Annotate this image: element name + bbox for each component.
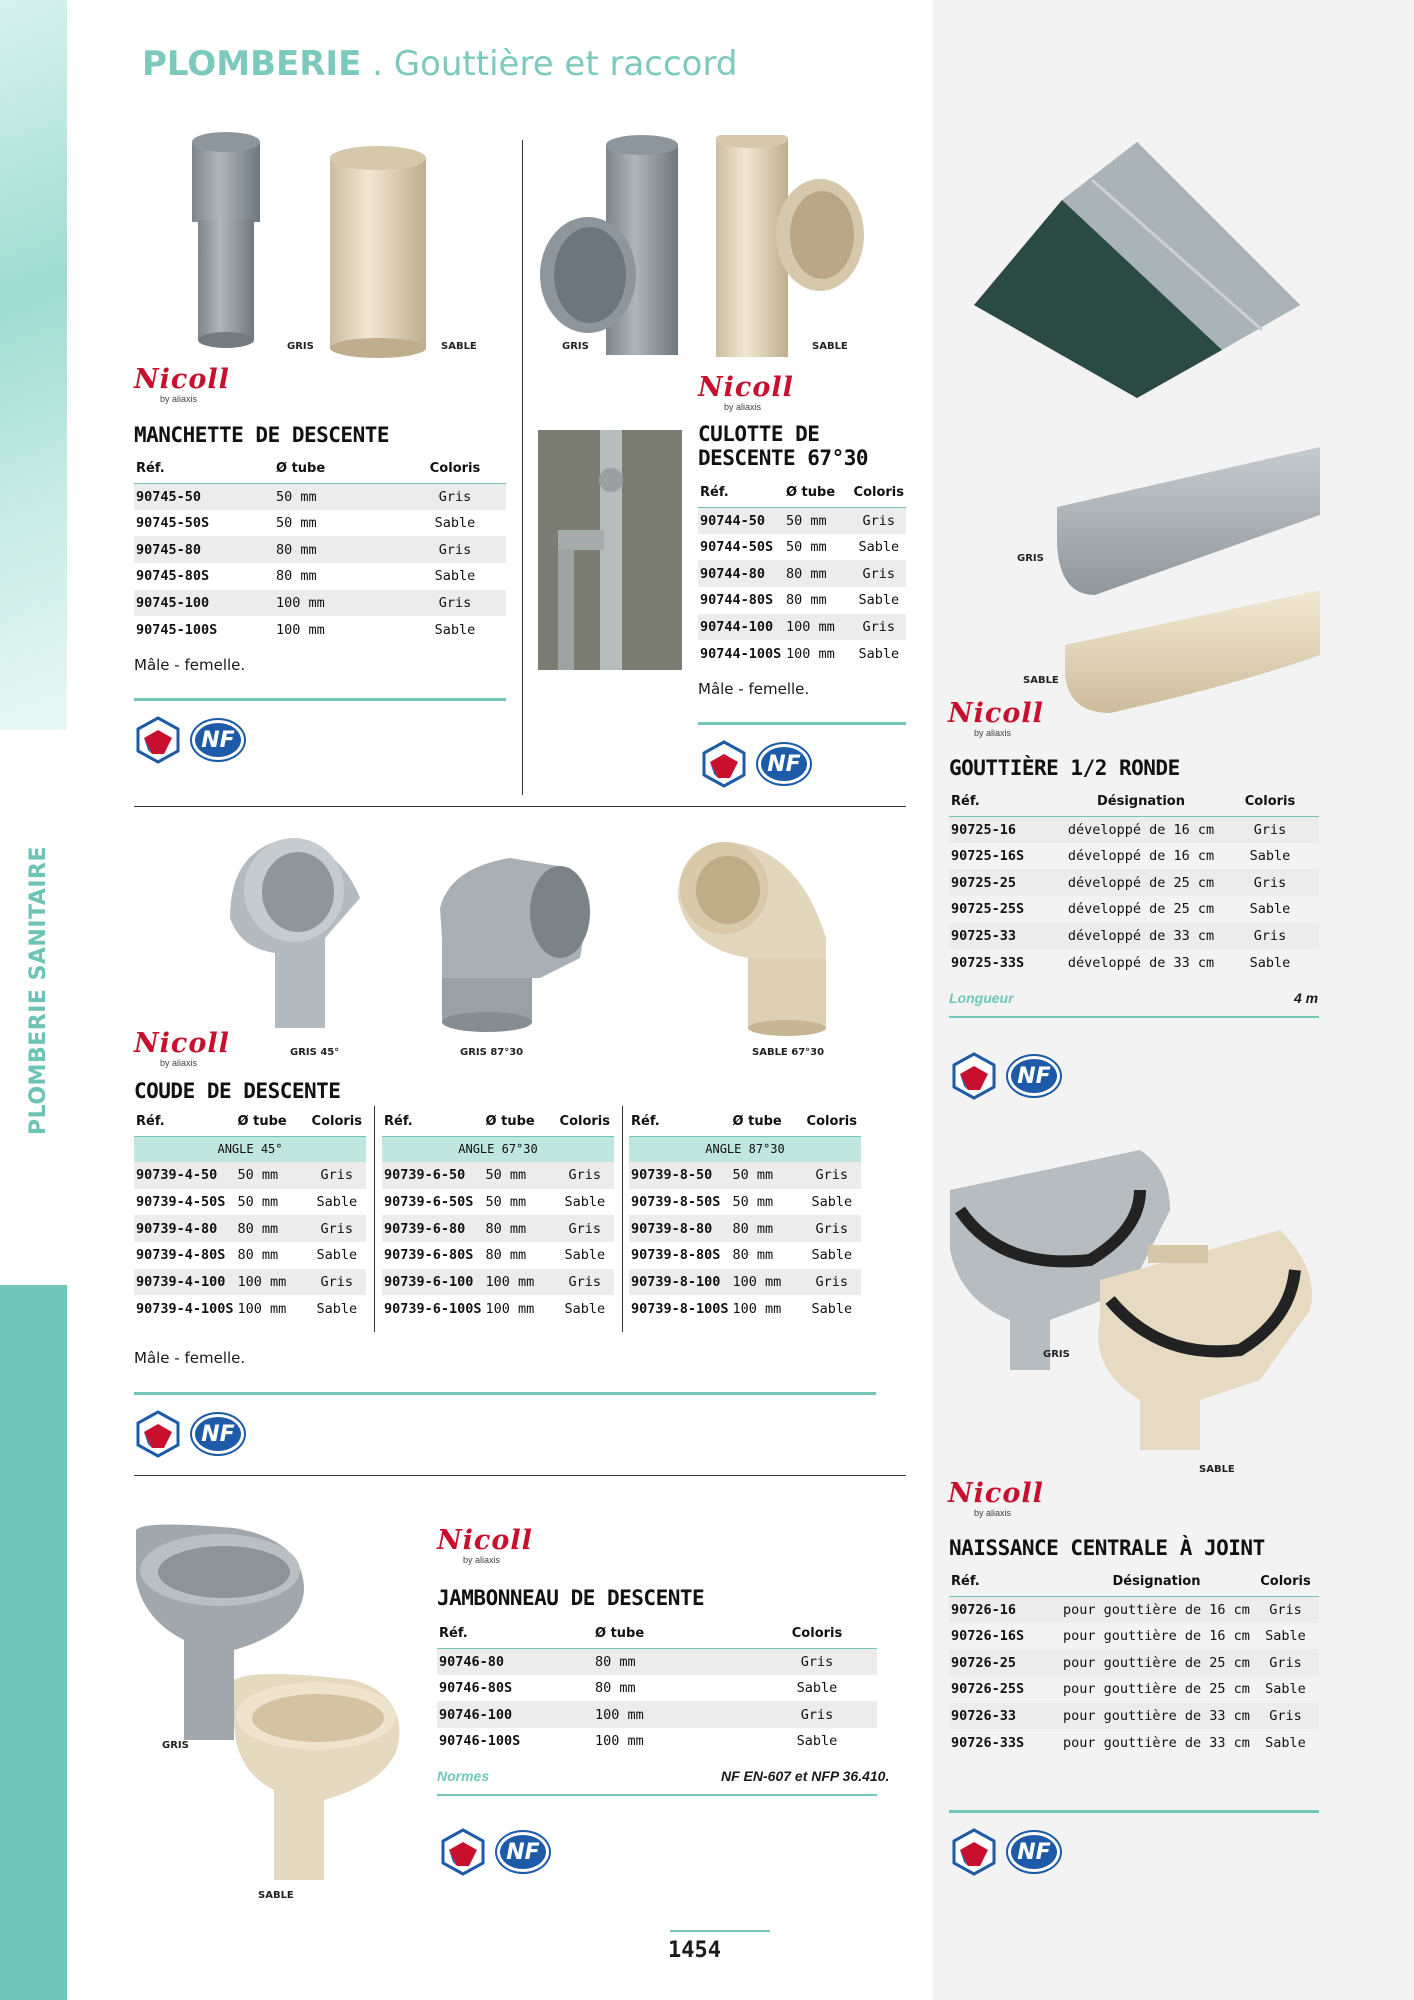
culotte-badges bbox=[700, 738, 820, 790]
nicoll-logo-jambonneau: Nicoll by aliaxis bbox=[437, 1525, 533, 1565]
color-cell: Gris bbox=[1221, 869, 1319, 896]
color-cell: Gris bbox=[852, 614, 906, 641]
naissance-table: Réf. Désignation Coloris 90726-16 pour gouttière de 16 cm Gris 90726-16S pour gouttière de 16 cm Sable 90726-25 pour gouttière de 25 cm Gris 90726-25S pour gouttière de 25 cm Sable 90726-33 pour gouttière de 33 cm Gris 90726-33S pour gouttière de 33 cm Sable bbox=[949, 1568, 1319, 1756]
table-row bbox=[382, 1242, 614, 1269]
color-cell: Sable bbox=[1265, 1734, 1306, 1751]
manchette-badges bbox=[134, 714, 254, 766]
table-row bbox=[134, 563, 506, 590]
table-row bbox=[437, 1701, 877, 1728]
color-cell: Sable bbox=[316, 1194, 358, 1211]
angle-label: ANGLE 67°30 bbox=[382, 1136, 614, 1162]
color-cell: Sable bbox=[316, 1300, 358, 1317]
origine-france-icon bbox=[134, 1410, 182, 1458]
coude-table-67: Réf. Ø tube Coloris ANGLE 67°30 90739-6-50 50 mm Gris 90739-6-50S 50 mm Sable 90739-6-80 80 mm Gris 90739-6-80S 80 mm Sable 90739-6-100 100 mm Gris 90739-6-100S 100 mm Sable bbox=[382, 1108, 614, 1322]
ref-cell: 90725-25S bbox=[951, 901, 1025, 918]
jambonneau-norms-label: Normes bbox=[437, 1768, 490, 1784]
table-row bbox=[134, 1242, 366, 1269]
color-cell: Sable bbox=[434, 515, 476, 532]
table-row bbox=[698, 560, 906, 587]
divider-coude-1 bbox=[374, 1106, 375, 1332]
color-cell: Gris bbox=[404, 590, 506, 617]
label-sable-jambonneau: SABLE bbox=[258, 1890, 294, 1901]
table-row bbox=[629, 1215, 861, 1242]
page-number: 1454 bbox=[668, 1938, 721, 1963]
ref-cell: 90739-6-100 bbox=[382, 1269, 484, 1296]
value-cell: 100 mm bbox=[485, 1300, 535, 1317]
ref-cell: 90725-25 bbox=[949, 869, 1061, 896]
ref-cell: 90744-50 bbox=[698, 507, 784, 534]
value-cell: 50 mm bbox=[731, 1162, 803, 1189]
value-cell: pour gouttière de 16 cm bbox=[1063, 1628, 1250, 1645]
nf-icon: NF bbox=[1008, 1056, 1060, 1096]
ref-cell: 90744-100S bbox=[700, 645, 782, 662]
table-row bbox=[949, 949, 1319, 976]
coude-table-87: Réf. Ø tube Coloris ANGLE 87°30 90739-8-50 50 mm Gris 90739-8-50S 50 mm Sable 90739-8-80 80 mm Gris 90739-8-80S 80 mm Sable 90739-8-100 100 mm Gris 90739-8-100S 100 mm Sable bbox=[629, 1108, 861, 1322]
ref-cell: 90739-6-80 bbox=[382, 1215, 484, 1242]
table-row bbox=[382, 1269, 614, 1296]
nicoll-logo-naissance: Nicoll by aliaxis bbox=[948, 1478, 1044, 1518]
nicoll-logo-culotte: Nicoll by aliaxis bbox=[698, 372, 794, 412]
angle-label: ANGLE 87°30 bbox=[629, 1136, 861, 1162]
color-cell: Sable bbox=[1249, 848, 1291, 865]
ref-cell: 90745-100 bbox=[134, 590, 274, 617]
ref-cell: 90746-80 bbox=[437, 1648, 593, 1675]
color-cell: Gris bbox=[1252, 1703, 1319, 1730]
gouttiere-length-label: Longueur bbox=[949, 990, 1014, 1006]
color-cell: Sable bbox=[1265, 1681, 1306, 1698]
ref-cell: 90726-33S bbox=[951, 1734, 1025, 1751]
table-row bbox=[949, 1596, 1319, 1623]
value-cell: 80 mm bbox=[595, 1680, 636, 1697]
table-row bbox=[949, 869, 1319, 896]
coude-sable-image bbox=[668, 838, 838, 1038]
value-cell: 50 mm bbox=[236, 1162, 308, 1189]
side-band-gradient bbox=[0, 0, 67, 730]
color-cell: Gris bbox=[803, 1162, 861, 1189]
nf-icon: NF bbox=[192, 1414, 244, 1454]
value-cell: pour gouttière de 33 cm bbox=[1063, 1734, 1250, 1751]
label-gris-naissance: GRIS bbox=[1043, 1349, 1070, 1360]
ref-cell: 90739-4-80S bbox=[136, 1247, 226, 1264]
ref-cell: 90745-100S bbox=[136, 621, 218, 638]
ref-cell: 90739-4-100 bbox=[134, 1269, 236, 1296]
culotte-installation-photo bbox=[538, 430, 682, 670]
jambonneau-image bbox=[134, 1520, 434, 1890]
ref-cell: 90746-80S bbox=[439, 1680, 513, 1697]
naissance-underline bbox=[949, 1810, 1319, 1813]
naissance-badges bbox=[950, 1826, 1070, 1878]
ref-cell: 90725-16S bbox=[951, 848, 1025, 865]
value-cell: 80 mm bbox=[485, 1247, 527, 1264]
nicoll-logo-gouttiere: Nicoll by aliaxis bbox=[948, 698, 1044, 738]
table-row bbox=[134, 616, 506, 643]
origine-france-icon bbox=[950, 1052, 998, 1100]
color-cell: Sable bbox=[564, 1194, 606, 1211]
value-cell: 100 mm bbox=[276, 621, 325, 638]
value-cell: 80 mm bbox=[274, 536, 404, 563]
ref-cell: 90739-8-80S bbox=[631, 1247, 721, 1264]
angle-row bbox=[382, 1136, 614, 1162]
ref-cell: 90745-80S bbox=[136, 568, 210, 585]
color-cell: Sable bbox=[1265, 1628, 1306, 1645]
ref-cell: 90739-6-80S bbox=[384, 1247, 474, 1264]
culotte-note: Mâle - femelle. bbox=[698, 680, 810, 698]
table-row bbox=[698, 640, 906, 667]
nicoll-logo-coude: Nicoll by aliaxis bbox=[134, 1028, 230, 1068]
table-row bbox=[698, 507, 906, 534]
coude-table-45: Réf. Ø tube Coloris ANGLE 45° 90739-4-50 50 mm Gris 90739-4-50S 50 mm Sable 90739-4-80 80 mm Gris 90739-4-80S 80 mm Sable 90739-4-100 100 mm Gris 90739-4-100S 100 mm Sable bbox=[134, 1108, 366, 1322]
gouttiere-table: Réf. Désignation Coloris 90725-16 développé de 16 cm Gris 90725-16S développé de 16 cm Sable 90725-25 développé de 25 cm Gris 90725-25S développé de 25 cm Sable 90725-33 développé de 33 cm Gris 90725-33S développé de 33 cm Sable bbox=[949, 788, 1319, 976]
table-row bbox=[949, 1649, 1319, 1676]
color-cell: Gris bbox=[404, 536, 506, 563]
color-cell: Sable bbox=[858, 645, 900, 662]
color-cell: Sable bbox=[1249, 954, 1291, 971]
table-row bbox=[698, 587, 906, 614]
nf-icon: NF bbox=[192, 720, 244, 760]
color-cell: Gris bbox=[1252, 1649, 1319, 1676]
culotte-title-line2: DESCENTE 67°30 bbox=[698, 446, 869, 470]
value-cell: 80 mm bbox=[785, 592, 827, 609]
value-cell: 100 mm bbox=[731, 1269, 803, 1296]
table-row bbox=[949, 1676, 1319, 1703]
value-cell: 80 mm bbox=[236, 1215, 308, 1242]
table-row bbox=[949, 816, 1319, 843]
manchette-note: Mâle - femelle. bbox=[134, 656, 246, 674]
color-cell: Gris bbox=[1221, 816, 1319, 843]
table-row bbox=[437, 1648, 877, 1675]
ref-cell: 90739-4-50 bbox=[134, 1162, 236, 1189]
value-cell: pour gouttière de 33 cm bbox=[1061, 1703, 1252, 1730]
table-row bbox=[949, 1703, 1319, 1730]
origine-france-icon bbox=[700, 740, 748, 788]
ref-cell: 90739-6-50S bbox=[384, 1194, 474, 1211]
label-sable: SABLE bbox=[441, 341, 477, 352]
gouttiere-image bbox=[1055, 445, 1325, 715]
value-cell: 50 mm bbox=[732, 1194, 774, 1211]
origine-france-icon bbox=[134, 716, 182, 764]
value-cell: développé de 16 cm bbox=[1067, 848, 1215, 865]
color-cell: Sable bbox=[1249, 901, 1291, 918]
color-cell: Gris bbox=[556, 1269, 614, 1296]
table-row bbox=[629, 1162, 861, 1189]
color-cell: Sable bbox=[796, 1733, 838, 1750]
table-row bbox=[382, 1189, 614, 1216]
table-row bbox=[698, 614, 906, 641]
label-sable-naissance: SABLE bbox=[1199, 1464, 1235, 1475]
color-cell: Gris bbox=[803, 1215, 861, 1242]
color-cell: Sable bbox=[858, 539, 900, 556]
color-cell: Sable bbox=[564, 1300, 606, 1317]
color-cell: Sable bbox=[858, 592, 900, 609]
ref-cell: 90725-33S bbox=[951, 954, 1025, 971]
jambonneau-title: JAMBONNEAU DE DESCENTE bbox=[437, 1586, 705, 1610]
color-cell: Gris bbox=[803, 1269, 861, 1296]
divider-coude-2 bbox=[622, 1106, 623, 1332]
value-cell: 80 mm bbox=[732, 1247, 774, 1264]
origine-france-icon bbox=[950, 1828, 998, 1876]
label-gris87: GRIS 87°30 bbox=[460, 1047, 524, 1058]
color-cell: Sable bbox=[434, 621, 476, 638]
value-cell: 100 mm bbox=[732, 1300, 782, 1317]
ref-cell: 90725-16 bbox=[949, 816, 1061, 843]
table-row bbox=[382, 1215, 614, 1242]
ref-cell: 90744-80 bbox=[698, 560, 784, 587]
side-band-teal bbox=[0, 1285, 67, 2000]
culotte-table: Réf. Ø tube Coloris 90744-50 50 mm Gris 90744-50S 50 mm Sable 90744-80 80 mm Gris 90744-80S 80 mm Sable 90744-100 100 mm Gris 90744-100S 100 mm Sable bbox=[698, 479, 906, 667]
coude-title: COUDE DE DESCENTE bbox=[134, 1079, 341, 1103]
value-cell: 100 mm bbox=[484, 1269, 556, 1296]
label-sable67: SABLE 67°30 bbox=[752, 1047, 825, 1058]
table-row bbox=[437, 1728, 877, 1755]
angle-label: ANGLE 45° bbox=[134, 1136, 366, 1162]
coude-underline bbox=[134, 1392, 876, 1395]
color-cell: Gris bbox=[1252, 1596, 1319, 1623]
label-gris: GRIS bbox=[287, 341, 314, 352]
label-gris-gouttiere: GRIS bbox=[1017, 553, 1044, 564]
value-cell: développé de 33 cm bbox=[1061, 923, 1221, 950]
value-cell: 50 mm bbox=[274, 483, 404, 510]
ref-cell: 90739-8-100S bbox=[631, 1300, 729, 1317]
table-row bbox=[134, 536, 506, 563]
table-row bbox=[949, 843, 1319, 870]
divider-horizontal-1 bbox=[134, 806, 906, 807]
value-cell: 50 mm bbox=[485, 1194, 527, 1211]
color-cell: Gris bbox=[556, 1215, 614, 1242]
page-title: PLOMBERIE . Gouttière et raccord bbox=[142, 44, 738, 84]
ref-cell: 90739-8-80 bbox=[629, 1215, 731, 1242]
table-row bbox=[437, 1675, 877, 1702]
table-row bbox=[134, 1295, 366, 1322]
table-row bbox=[949, 1729, 1319, 1756]
ref-cell: 90739-4-50S bbox=[136, 1194, 226, 1211]
manchette-title: MANCHETTE DE DESCENTE bbox=[134, 423, 390, 447]
ref-cell: 90745-50S bbox=[136, 515, 210, 532]
table-row bbox=[134, 590, 506, 617]
value-cell: 100 mm bbox=[593, 1701, 757, 1728]
nicoll-logo: Nicoll by aliaxis bbox=[134, 364, 230, 404]
ref-cell: 90744-50S bbox=[700, 539, 774, 556]
table-row bbox=[629, 1269, 861, 1296]
culotte-title-line1: CULOTTE DE bbox=[698, 422, 820, 446]
label-sable-culotte: SABLE bbox=[812, 341, 848, 352]
value-cell: 50 mm bbox=[784, 507, 852, 534]
ref-cell: 90726-16 bbox=[949, 1596, 1061, 1623]
manchette-image bbox=[180, 130, 500, 360]
ref-cell: 90739-8-100 bbox=[629, 1269, 731, 1296]
color-cell: Gris bbox=[556, 1162, 614, 1189]
divider-horizontal-2 bbox=[134, 1475, 906, 1476]
ref-cell: 90739-8-50 bbox=[629, 1162, 731, 1189]
table-row bbox=[134, 1215, 366, 1242]
building-photo bbox=[972, 140, 1302, 400]
manchette-table: Réf. Ø tube Coloris 90745-50 50 mm Gris 90745-50S 50 mm Sable 90745-80 80 mm Gris 90745-80S 80 mm Sable 90745-100 100 mm Gris 90745-100S 100 mm Sable bbox=[134, 455, 506, 643]
label-gris-culotte: GRIS bbox=[562, 341, 589, 352]
ref-cell: 90739-4-80 bbox=[134, 1215, 236, 1242]
angle-row bbox=[134, 1136, 366, 1162]
jambonneau-norms-value: NF EN-607 et NFP 36.410. bbox=[721, 1768, 890, 1784]
gouttiere-length-value: 4 m bbox=[1294, 990, 1319, 1006]
jambonneau-table: Réf. Ø tube Coloris 90746-80 80 mm Gris 90746-80S 80 mm Sable 90746-100 100 mm Gris 90746-100S 100 mm Sable bbox=[437, 1620, 877, 1755]
value-cell: 80 mm bbox=[593, 1648, 757, 1675]
manchette-underline bbox=[134, 698, 506, 701]
value-cell: 80 mm bbox=[237, 1247, 279, 1264]
jambonneau-badges bbox=[439, 1826, 559, 1878]
value-cell: 100 mm bbox=[236, 1269, 308, 1296]
color-cell: Gris bbox=[852, 560, 906, 587]
value-cell: 100 mm bbox=[784, 614, 852, 641]
table-row bbox=[382, 1162, 614, 1189]
value-cell: pour gouttière de 25 cm bbox=[1063, 1681, 1250, 1698]
table-row bbox=[134, 1189, 366, 1216]
ref-cell: 90745-50 bbox=[134, 483, 274, 510]
culotte-underline bbox=[698, 722, 906, 725]
ref-cell: 90726-25S bbox=[951, 1681, 1025, 1698]
jambonneau-underline bbox=[437, 1794, 877, 1796]
label-sable-gouttiere: SABLE bbox=[1023, 675, 1059, 686]
color-cell: Gris bbox=[757, 1648, 877, 1675]
table-row bbox=[629, 1242, 861, 1269]
value-cell: développé de 25 cm bbox=[1061, 869, 1221, 896]
value-cell: 80 mm bbox=[276, 568, 317, 585]
gouttiere-title: GOUTTIÈRE 1/2 RONDE bbox=[949, 756, 1180, 780]
label-gris-jambonneau: GRIS bbox=[162, 1740, 189, 1751]
color-cell: Gris bbox=[308, 1269, 366, 1296]
color-cell: Sable bbox=[564, 1247, 606, 1264]
gouttiere-badges bbox=[950, 1050, 1070, 1102]
ref-cell: 90726-16S bbox=[951, 1628, 1025, 1645]
table-row bbox=[949, 923, 1319, 950]
value-cell: 100 mm bbox=[595, 1733, 644, 1750]
color-cell: Gris bbox=[852, 507, 906, 534]
color-cell: Sable bbox=[811, 1247, 853, 1264]
ref-cell: 90739-6-100S bbox=[384, 1300, 482, 1317]
value-cell: 100 mm bbox=[785, 645, 835, 662]
color-cell: Sable bbox=[811, 1194, 853, 1211]
value-cell: 50 mm bbox=[785, 539, 827, 556]
ref-cell: 90739-4-100S bbox=[136, 1300, 234, 1317]
nf-icon: NF bbox=[1008, 1832, 1060, 1872]
table-row bbox=[382, 1295, 614, 1322]
color-cell: Gris bbox=[757, 1701, 877, 1728]
naissance-image bbox=[940, 1130, 1325, 1460]
ref-cell: 90744-100 bbox=[698, 614, 784, 641]
label-gris45: GRIS 45° bbox=[290, 1047, 340, 1058]
color-cell: Gris bbox=[1221, 923, 1319, 950]
origine-france-icon bbox=[439, 1828, 487, 1876]
page-number-rule bbox=[670, 1930, 770, 1932]
ref-cell: 90746-100 bbox=[437, 1701, 593, 1728]
table-row bbox=[949, 896, 1319, 923]
ref-cell: 90746-100S bbox=[439, 1733, 521, 1750]
color-cell: Gris bbox=[404, 483, 506, 510]
culotte-image bbox=[538, 135, 878, 365]
value-cell: 80 mm bbox=[784, 560, 852, 587]
value-cell: développé de 16 cm bbox=[1061, 816, 1221, 843]
side-category-label: PLOMBERIE SANITAIRE bbox=[26, 845, 51, 1135]
value-cell: pour gouttière de 25 cm bbox=[1061, 1649, 1252, 1676]
value-cell: 100 mm bbox=[274, 590, 404, 617]
table-row bbox=[698, 534, 906, 561]
ref-cell: 90739-8-50S bbox=[631, 1194, 721, 1211]
table-row bbox=[949, 1623, 1319, 1650]
table-row bbox=[134, 1269, 366, 1296]
value-cell: pour gouttière de 16 cm bbox=[1061, 1596, 1252, 1623]
value-cell: 80 mm bbox=[731, 1215, 803, 1242]
value-cell: développé de 25 cm bbox=[1067, 901, 1215, 918]
ref-cell: 90726-33 bbox=[949, 1703, 1061, 1730]
ref-cell: 90739-6-50 bbox=[382, 1162, 484, 1189]
table-row bbox=[134, 483, 506, 510]
gouttiere-underline bbox=[949, 1016, 1319, 1018]
naissance-title: NAISSANCE CENTRALE À JOINT bbox=[949, 1536, 1265, 1560]
color-cell: Sable bbox=[434, 568, 476, 585]
nf-icon: NF bbox=[758, 744, 810, 784]
table-row bbox=[629, 1189, 861, 1216]
table-row bbox=[134, 510, 506, 537]
table-row bbox=[629, 1295, 861, 1322]
ref-cell: 90726-25 bbox=[949, 1649, 1061, 1676]
coude-image bbox=[210, 828, 630, 1038]
value-cell: 50 mm bbox=[237, 1194, 279, 1211]
ref-cell: 90725-33 bbox=[949, 923, 1061, 950]
value-cell: 50 mm bbox=[276, 515, 317, 532]
ref-cell: 90745-80 bbox=[134, 536, 274, 563]
value-cell: 80 mm bbox=[484, 1215, 556, 1242]
coude-note: Mâle - femelle. bbox=[134, 1349, 246, 1367]
value-cell: 100 mm bbox=[237, 1300, 287, 1317]
nf-icon: NF bbox=[497, 1832, 549, 1872]
ref-cell: 90744-80S bbox=[700, 592, 774, 609]
color-cell: Gris bbox=[308, 1162, 366, 1189]
coude-badges bbox=[134, 1408, 254, 1460]
table-row bbox=[134, 1162, 366, 1189]
value-cell: 50 mm bbox=[484, 1162, 556, 1189]
color-cell: Sable bbox=[316, 1247, 358, 1264]
color-cell: Gris bbox=[308, 1215, 366, 1242]
color-cell: Sable bbox=[811, 1300, 853, 1317]
value-cell: développé de 33 cm bbox=[1067, 954, 1215, 971]
divider-vertical-top bbox=[522, 140, 523, 795]
color-cell: Sable bbox=[796, 1680, 838, 1697]
angle-row bbox=[629, 1136, 861, 1162]
